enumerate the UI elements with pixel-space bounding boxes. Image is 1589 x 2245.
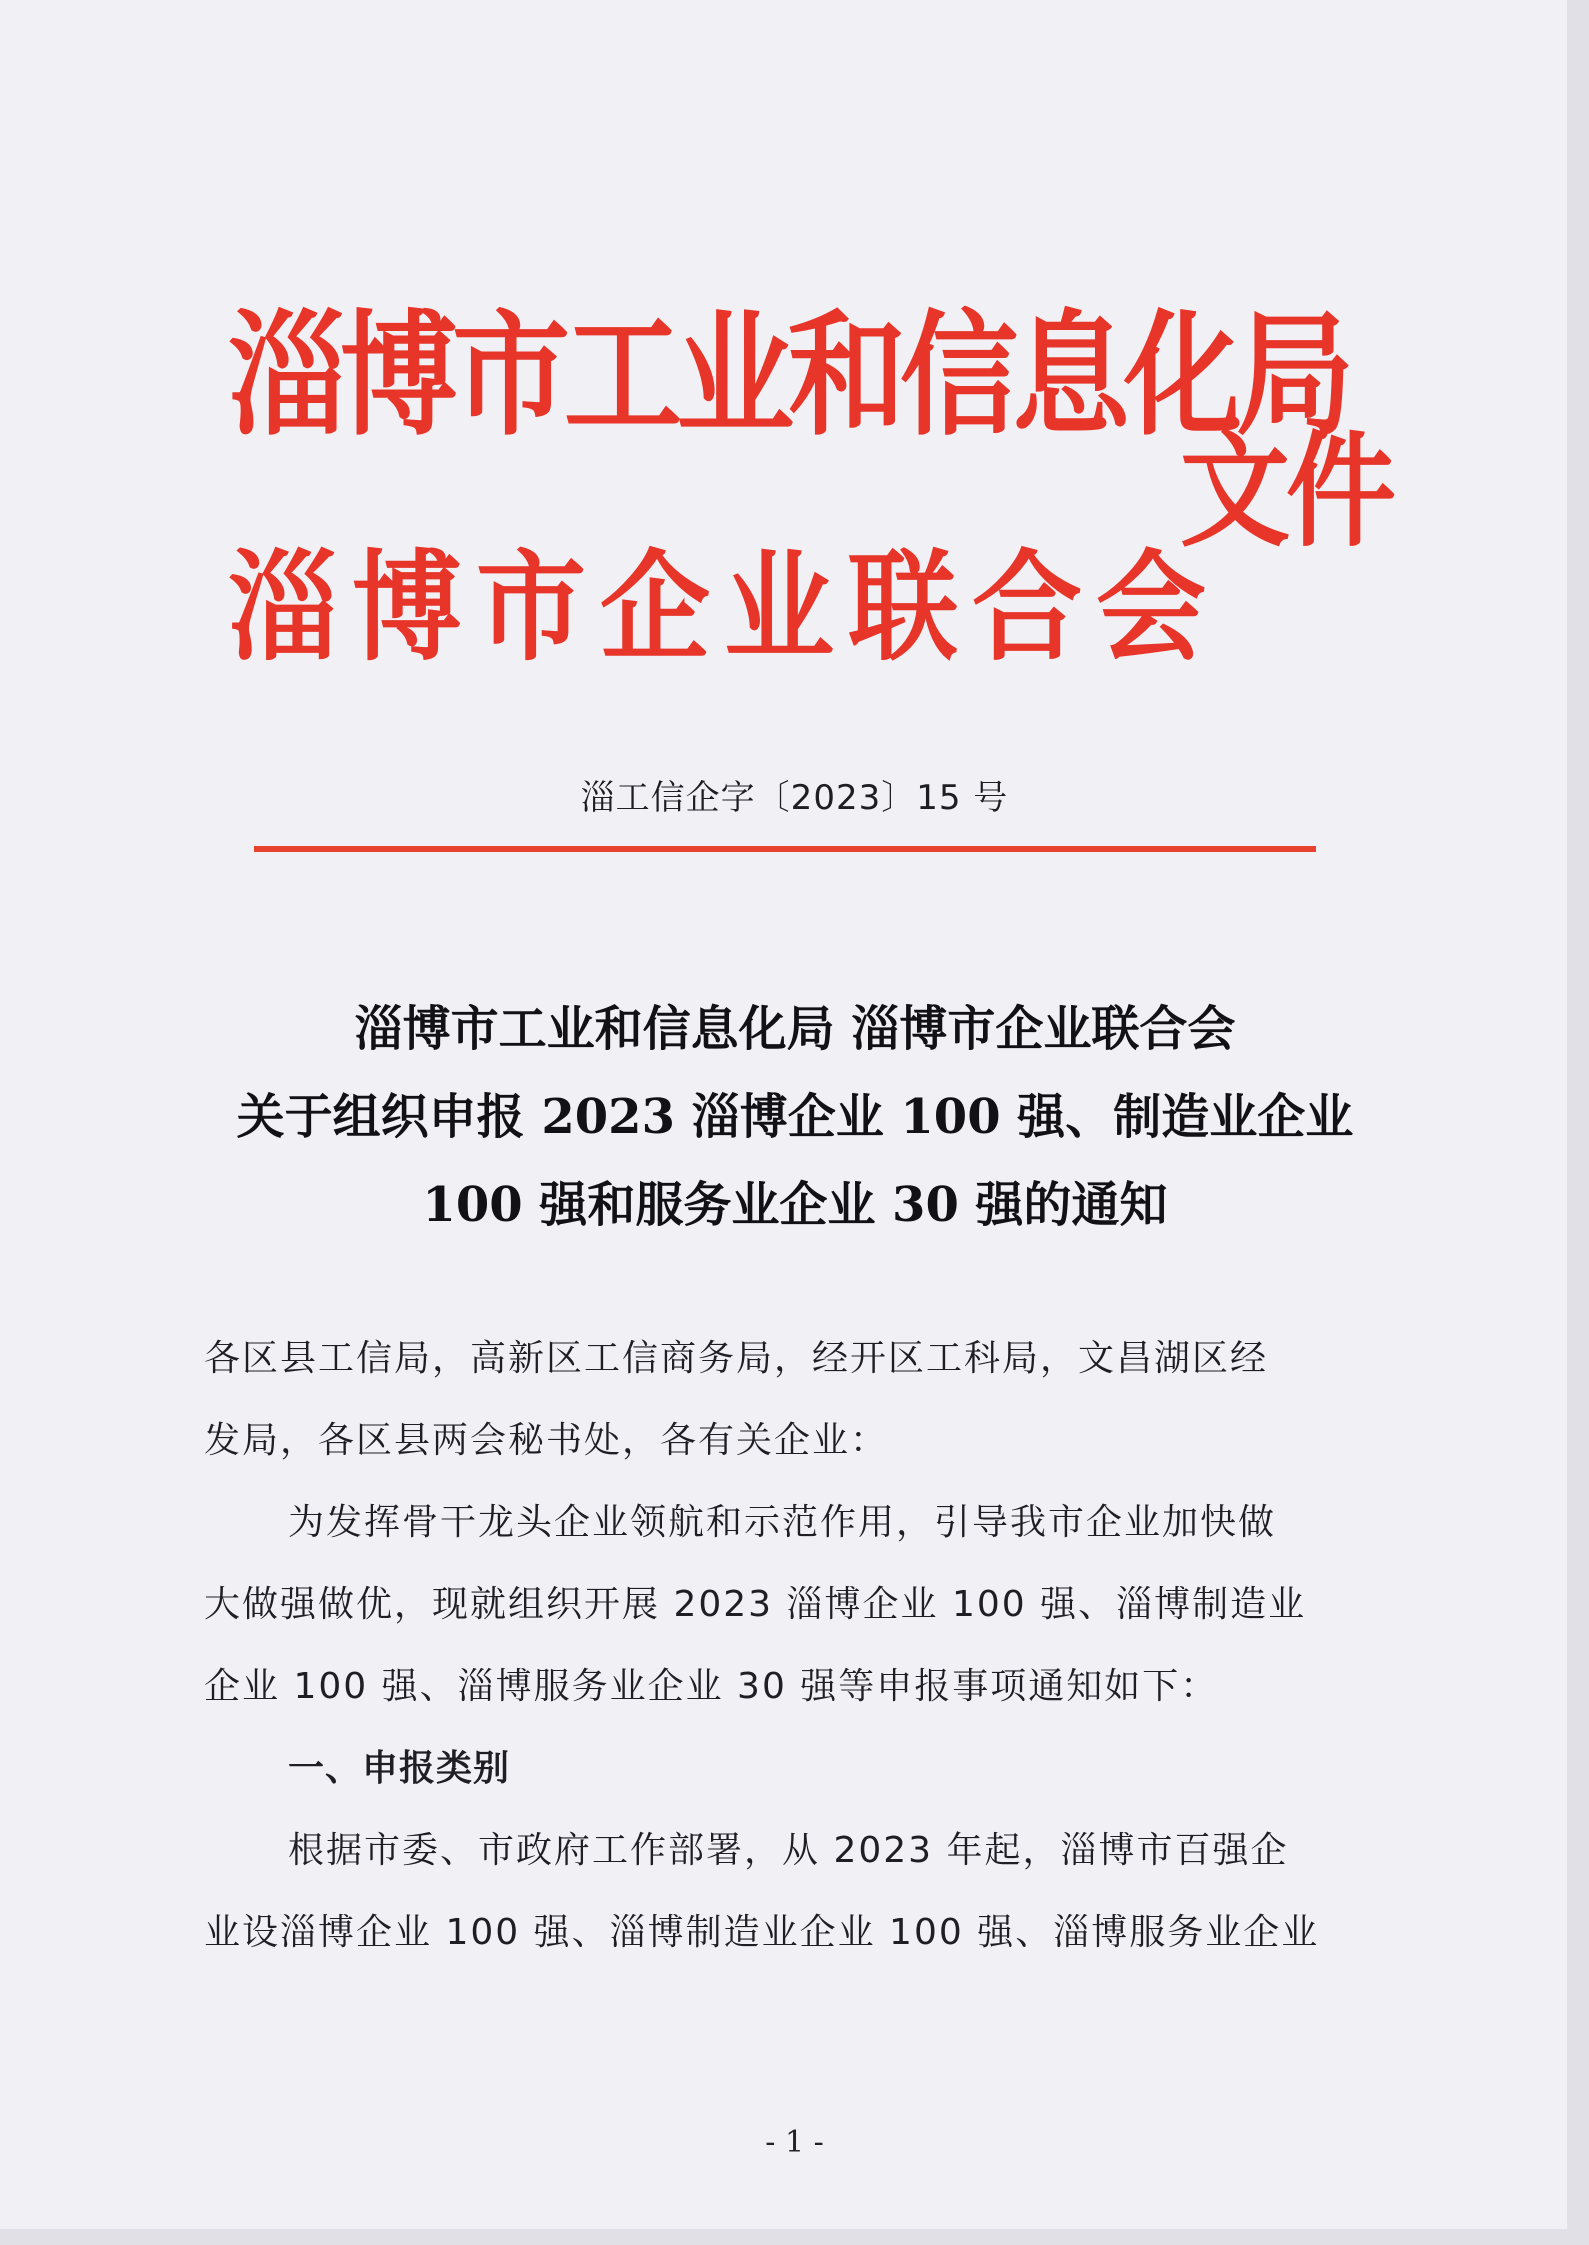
document-type-label: 文件 — [1180, 418, 1392, 564]
issuer-enterprise-federation: 淄博市企业联合会 — [228, 537, 1220, 677]
document-number: 淄工信企字〔2023〕15 号 — [580, 778, 1009, 818]
red-letterhead — [220, 290, 1400, 690]
page-number: - 1 - — [765, 2125, 824, 2160]
body-paragraph-line: 根据市委、市政府工作部署，从 2023 年起，淄博市百强企 — [288, 1830, 1289, 1871]
body-paragraph-line: 大做强做优，现就组织开展 2023 淄博企业 100 强、淄博制造业 — [204, 1584, 1307, 1625]
red-divider-line — [254, 846, 1316, 852]
scan-edge-bottom — [0, 2229, 1589, 2245]
notice-title — [150, 985, 1440, 1249]
recipients-line: 各区县工信局，高新区工信商务局，经开区工科局，文昌湖区经 — [204, 1338, 1269, 1379]
scan-edge-right — [1567, 0, 1589, 2245]
section-heading: 一、申报类别 — [288, 1748, 511, 1789]
issuer-industry-bureau: 淄博市工业和信息化局 — [228, 295, 1349, 454]
recipients-line: 发局，各区县两会秘书处，各有关企业： — [204, 1420, 889, 1461]
body-paragraph-line: 企业 100 强、淄博服务业企业 30 强等申报事项通知如下： — [204, 1666, 1219, 1707]
title-line: 关于组织申报 2023 淄博企业 100 强、制造业企业 — [236, 1089, 1354, 1145]
body-paragraph-line: 业设淄博企业 100 强、淄博制造业企业 100 强、淄博服务业企业 — [204, 1912, 1320, 1953]
notice-body — [204, 1318, 1384, 1974]
title-line: 淄博市工业和信息化局 淄博市企业联合会 — [354, 1001, 1236, 1057]
body-paragraph-line: 为发挥骨干龙头企业领航和示范作用，引导我市企业加快做 — [288, 1502, 1277, 1543]
title-line: 100 强和服务业企业 30 强的通知 — [422, 1177, 1168, 1233]
